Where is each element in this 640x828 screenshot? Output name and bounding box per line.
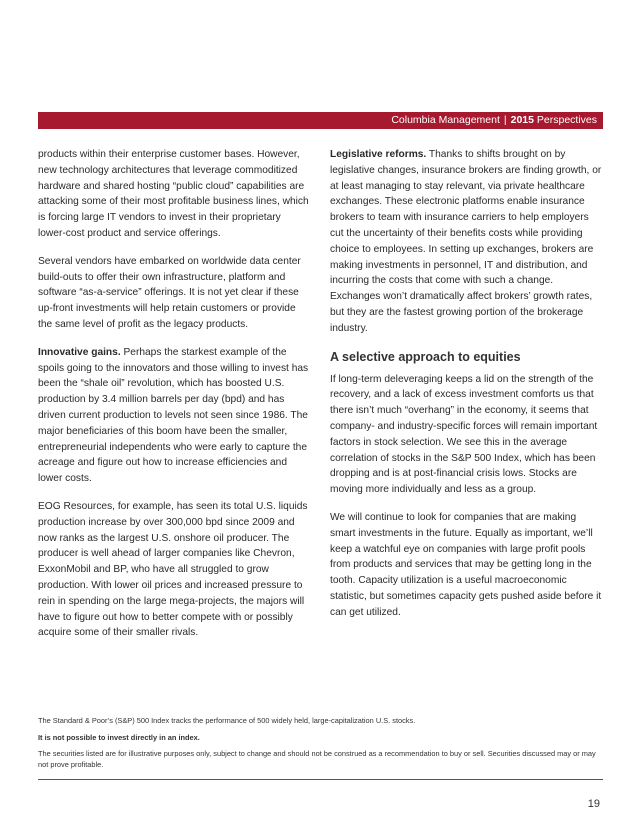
right-paragraph-3: We will continue to look for companies that are making smart investments in the future. Equally as important, we’ll keep a watchful eye on companies with large profit pools from products and services that may be getting long in the tooth. Capacity utilization is a useful macroeconomic statistic, but sometimes capacity gets pushed aside before it can get utilized.	[330, 511, 602, 618]
right-paragraph-2: If long-term deleveraging keeps a lid on the strength of the recovery, and a lack of excess investment comforts us that there isn’t much “overhang” in the economy, it seems that company- and industry-specific forces will remain important factors in stock selection. We see this in the average correlation of stocks in the S&P 500 Index, which has been dropping and is at post-financial crisis lows. Stocks are moving more individually and less as a group.	[330, 373, 598, 496]
header-brand: Columbia Management	[391, 114, 500, 126]
innovative-gains-text: Perhaps the starkest example of the spoils going to the innovators and those willing to invest has been the “shale oil” revolution, which has boosted U.S. production by 3.4 million barrels per day (bpd) and has driven current production to levels not seen since 1986. The major beneficiaries of this boom have been the smaller, entrepreneurial independents who were early to capture the acreage and figure out how to increase efficiencies and lower costs.	[38, 346, 309, 485]
footnote-index-disclaimer: It is not possible to invest directly in an index.	[38, 732, 200, 742]
page-header-bar	[38, 112, 603, 129]
right-column	[330, 147, 604, 633]
legislative-reforms-text: Thanks to shifts brought on by legislative changes, insurance brokers are finding growth, or at least managing to stay relevant, via private healthcare exchanges. These electronic platforms enable insurance brokers to team with insurance carriers to help employers cut the uncertainty of their benefits costs while providing choice to employees. In setting up exchanges, brokers are making investments in personnel, IT and distribution, and incurring the costs that come with such a change. Exchanges won’t dramatically affect brokers’ growth rates, but they are the fastest growing portion of the brokerage industry.	[330, 149, 602, 334]
left-paragraph-1: products within their enterprise customer bases. However, new technology architectures that leverage commoditized hardware and shared hosting “public cloud” capabilities are attacking some of their most profitable business lines, which is forcing large IT vendors to invest in their proprietary lower-cost product and service offerings.	[38, 149, 309, 239]
section-heading: A selective approach to equities	[330, 349, 521, 364]
right-paragraph-1	[330, 147, 604, 337]
page-number: 19	[587, 798, 600, 810]
header-title: Perspectives	[536, 114, 597, 126]
footnotes	[38, 716, 603, 776]
header-year: 2015	[510, 114, 534, 126]
left-paragraph-3	[38, 345, 310, 487]
footnote-index-definition: The Standard & Poor’s (S&P) 500 Index tracks the performance of 500 widely held, large-capitalization U.S. stocks.	[38, 716, 416, 725]
left-column	[38, 147, 310, 653]
legislative-reforms-lead: Legislative reforms.	[330, 149, 427, 160]
left-paragraph-2: Several vendors have embarked on worldwide data center build-outs to offer their own infrastructure, platform and software “as-a-service” offerings. It is not yet clear if these up-front investments will help retain customers or provide the same level of profit as the legacy products.	[38, 255, 301, 330]
left-paragraph-4: EOG Resources, for example, has seen its total U.S. liquids production increase by over 300,000 bpd since 2009 and now ranks as the largest U.S. onshore oil producer. The producer is well ahead of larger companies like Chevron, ExxonMobil and BP, who have all struggled to grow production. With lower oil prices and increased pressure to rein in spending on the large mega-projects, the majors will have to figure out how to better compete with or possibly acquire some of their smaller rivals.	[38, 500, 308, 639]
footer-divider	[38, 779, 603, 780]
innovative-gains-lead: Innovative gains.	[38, 346, 121, 358]
footnote-securities-disclaimer: The securities listed are for illustrative purposes only, subject to change and should not be construed as a recommendation to buy or sell. Securities discussed may or may not prove profitable.	[38, 749, 596, 769]
header-separator: |	[503, 114, 507, 126]
